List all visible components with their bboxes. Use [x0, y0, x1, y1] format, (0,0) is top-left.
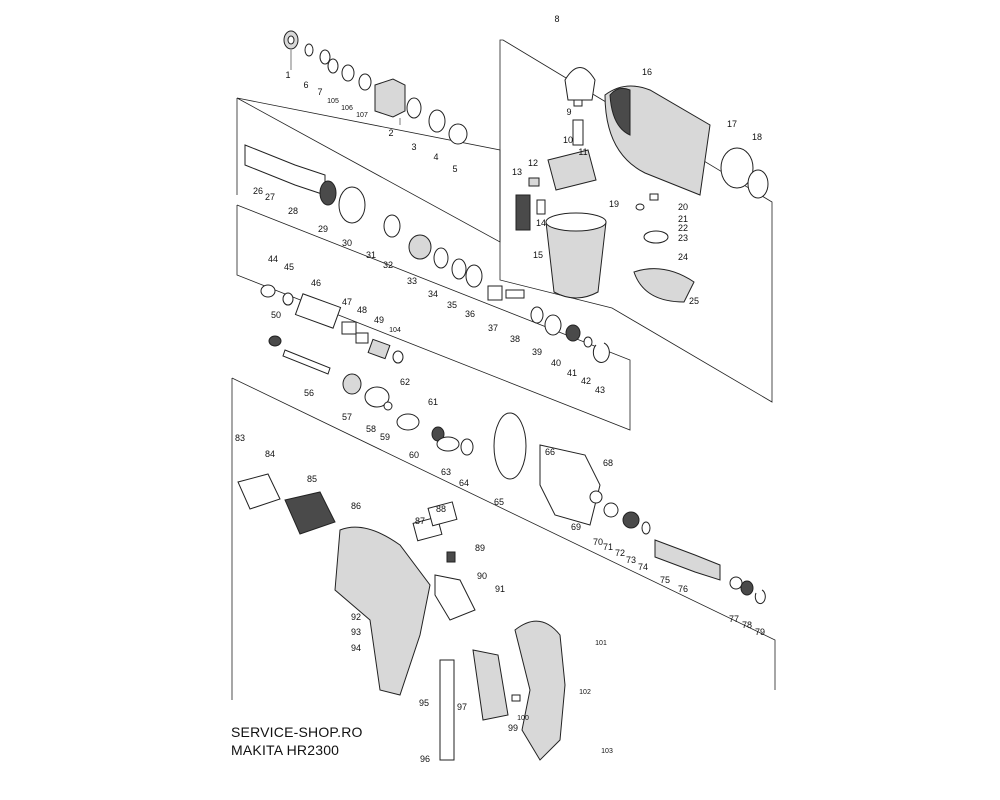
callout-39: 39	[531, 347, 543, 357]
callout-92: 92	[350, 612, 362, 622]
callout-97: 97	[456, 702, 468, 712]
callout-40: 40	[550, 358, 562, 368]
callout-48: 48	[356, 305, 368, 315]
callout-11: 11	[578, 147, 588, 157]
callout-104: 104	[389, 327, 401, 334]
callout-31: 31	[365, 250, 377, 260]
callout-5: 5	[452, 164, 458, 174]
callout-101: 101	[595, 640, 607, 647]
callout-84: 84	[264, 449, 276, 459]
side-handle-parts	[516, 68, 606, 299]
callout-22: 22	[677, 223, 689, 233]
callout-14: 14	[535, 218, 547, 228]
callout-36: 36	[464, 309, 476, 319]
callout-7: 7	[317, 87, 323, 97]
callout-106: 106	[341, 105, 353, 112]
callout-87: 87	[414, 516, 426, 526]
callout-38: 38	[509, 334, 521, 344]
callout-75: 75	[659, 575, 671, 585]
impact-mechanism-parts	[261, 285, 526, 479]
callout-107: 107	[356, 112, 368, 119]
callout-102: 102	[579, 689, 591, 696]
callout-30: 30	[341, 238, 353, 248]
callout-93: 93	[350, 627, 362, 637]
callout-15: 15	[532, 250, 544, 260]
callout-32: 32	[382, 260, 394, 270]
callout-105: 105	[327, 98, 339, 105]
callout-85: 85	[306, 474, 318, 484]
callout-46: 46	[310, 278, 322, 288]
callout-65: 65	[493, 497, 505, 507]
callout-26: 26	[252, 186, 264, 196]
callout-79: 79	[754, 627, 766, 637]
callout-56: 56	[303, 388, 315, 398]
callout-3: 3	[411, 142, 417, 152]
callout-72: 72	[614, 548, 626, 558]
service-shop-label: SERVICE-SHOP.RO	[231, 724, 363, 740]
callout-20: 20	[677, 202, 689, 212]
callout-12: 12	[527, 158, 539, 168]
motor-parts	[238, 445, 765, 760]
callout-78: 78	[741, 620, 753, 630]
callout-66: 66	[544, 447, 556, 457]
callout-24: 24	[677, 252, 689, 262]
callout-19: 19	[608, 199, 620, 209]
callout-91: 91	[494, 584, 506, 594]
callout-76: 76	[677, 584, 689, 594]
callout-37: 37	[487, 323, 499, 333]
callout-45: 45	[283, 262, 295, 272]
callout-103: 103	[601, 748, 613, 755]
callout-13: 13	[511, 167, 523, 177]
callout-83: 83	[234, 433, 246, 443]
callout-21: 21	[677, 214, 689, 224]
callout-33: 33	[406, 276, 418, 286]
callout-68: 68	[602, 458, 614, 468]
callout-9: 9	[566, 107, 572, 117]
callout-73: 73	[625, 555, 637, 565]
callout-62: 62	[399, 377, 411, 387]
gear-housing-parts	[605, 86, 768, 302]
callout-90: 90	[476, 571, 488, 581]
callout-61: 61	[427, 397, 439, 407]
callout-69: 69	[570, 522, 582, 532]
callout-96: 96	[419, 754, 431, 764]
callout-77: 77	[728, 614, 740, 624]
callout-1: 1	[285, 70, 291, 80]
callout-89: 89	[474, 543, 486, 553]
callout-6: 6	[303, 80, 309, 90]
callout-23: 23	[677, 233, 689, 243]
callout-28: 28	[287, 206, 299, 216]
callout-43: 43	[594, 385, 606, 395]
callout-58: 58	[365, 424, 377, 434]
callout-74: 74	[637, 562, 649, 572]
callout-10: 10	[562, 135, 574, 145]
callout-16: 16	[641, 67, 653, 77]
callout-71: 71	[602, 542, 614, 552]
callout-49: 49	[373, 315, 385, 325]
callout-35: 35	[446, 300, 458, 310]
callout-18: 18	[751, 132, 763, 142]
callout-63: 63	[440, 467, 452, 477]
callout-59: 59	[379, 432, 391, 442]
callout-25: 25	[688, 296, 700, 306]
callout-42: 42	[580, 376, 592, 386]
callout-2: 2	[388, 128, 394, 138]
callout-50: 50	[270, 310, 282, 320]
callout-29: 29	[317, 224, 329, 234]
callout-64: 64	[458, 478, 470, 488]
callout-88: 88	[435, 504, 447, 514]
callout-86: 86	[350, 501, 362, 511]
callout-99: 99	[507, 723, 519, 733]
callout-4: 4	[433, 152, 439, 162]
callout-70: 70	[592, 537, 604, 547]
callout-57: 57	[341, 412, 353, 422]
model-label: MAKITA HR2300	[231, 742, 340, 758]
callout-94: 94	[350, 643, 362, 653]
front-cap-parts	[284, 31, 467, 144]
callout-41: 41	[566, 368, 578, 378]
callout-8: 8	[554, 14, 560, 24]
callout-47: 47	[341, 297, 353, 307]
callout-60: 60	[408, 450, 420, 460]
callout-34: 34	[427, 289, 439, 299]
callout-95: 95	[418, 698, 430, 708]
callout-17: 17	[726, 119, 738, 129]
callout-44: 44	[267, 254, 279, 264]
callout-27: 27	[264, 192, 276, 202]
callout-100: 100	[517, 715, 529, 722]
